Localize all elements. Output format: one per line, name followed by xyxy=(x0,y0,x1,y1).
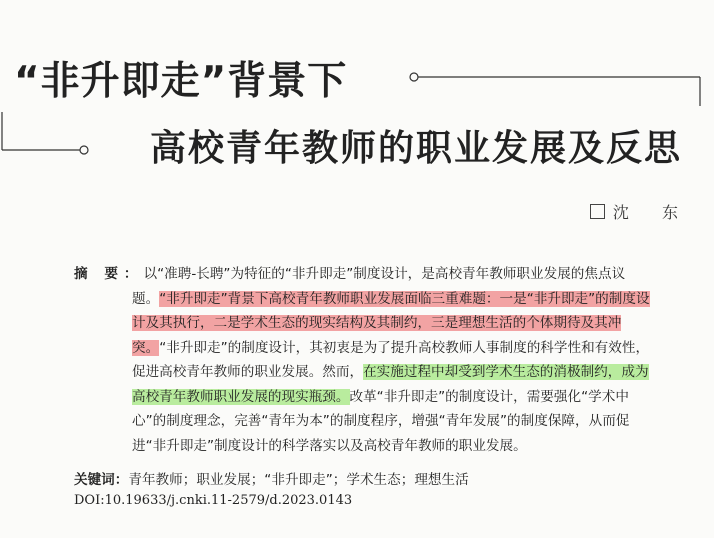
doi: DOI:10.19633/j.cnki.11-2579/d.2023.0143 xyxy=(74,493,353,508)
abstract-text-1: 以“准聘-长聘”为特征的“非升即走”制度设计，是高校青年教师职业发展的焦点议题。 xyxy=(132,266,626,307)
abstract-highlight-green: 在实施过程中却受到学术生态的消极制约，成为高校青年教师职业发展的现实瓶颈。 xyxy=(132,364,649,405)
title-line-2: 高校青年教师的职业发展及反思 xyxy=(150,128,683,169)
author-line xyxy=(590,200,692,223)
title-line-1: “非升即走”背景下 xyxy=(14,59,348,104)
title-decoration-bottom-line xyxy=(2,112,88,154)
abstract-text-3: 改革“非升即走”的制度设计，需要强化“学术中心”的制度理念，完善“青年为本”的制度程序，增强“青年发展”的制度保障，从而促进“非升即走”制度设计的科学落实以及高校青年教师的职业发展。 xyxy=(132,388,630,454)
keywords-value: 青年教师；职业发展；“非升即走”；学术生态；理想生活 xyxy=(128,472,469,488)
keywords-label: 关键词： xyxy=(74,472,129,488)
abstract-highlight-red: “非升即走”背景下高校青年教师职业发展面临三重难题：一是“非升即走”的制度设计及其执行，二是学术生态的现实结构及其制约，三是理想生活的个体期待及其冲突。 xyxy=(132,290,650,356)
abstract-text-2: “非升即走”的制度设计，其初衷是为了提升高校教师人事制度的科学性和有效性，促进高校青年教师的职业发展。然而， xyxy=(132,339,650,380)
abstract xyxy=(74,262,662,458)
author-box-icon xyxy=(590,204,605,219)
abstract-body xyxy=(74,262,662,458)
keywords xyxy=(74,468,674,488)
author-name: 沈 东 xyxy=(612,203,692,222)
title-decoration-top-line xyxy=(410,73,700,106)
abstract-label: 摘 要： xyxy=(74,266,144,282)
